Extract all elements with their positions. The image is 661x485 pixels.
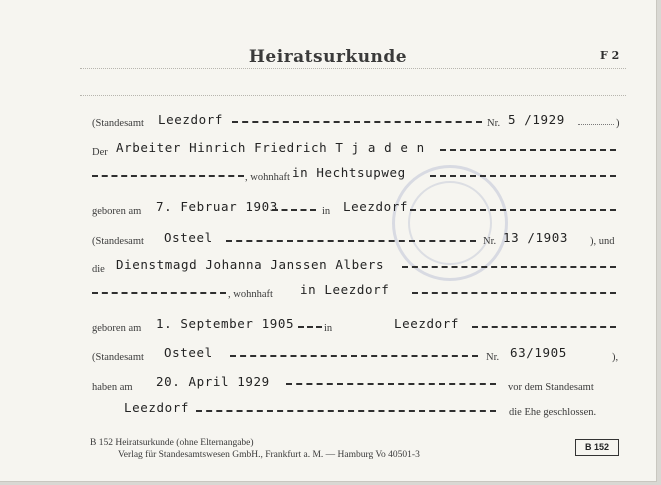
fill-line (412, 292, 616, 294)
haben-label: haben am (92, 382, 133, 393)
ehe-label: die Ehe geschlossen. (509, 407, 597, 418)
form-number: F 2 (600, 49, 620, 62)
fill-line (472, 326, 616, 328)
dotted-line (578, 124, 614, 125)
fill-line (92, 292, 226, 294)
fill-line (272, 209, 316, 211)
nr-label: Nr. (483, 236, 497, 247)
fill-line (440, 149, 616, 151)
groom-birth-place: Leezdorf (343, 199, 409, 214)
paren-close: ) (616, 118, 620, 129)
standesamt-label: (Standesamt (92, 118, 144, 129)
page-title: Heiratsurkunde (248, 47, 408, 67)
bride-birth-date: 1. September 1905 (156, 316, 295, 331)
fill-line (232, 121, 482, 123)
bride-residence: in Leezdorf (300, 282, 390, 297)
groom-name: Arbeiter Hinrich Friedrich T j a d e n (116, 140, 425, 155)
vor-dem-label: vor dem Standesamt (508, 382, 594, 393)
geboren-label: geboren am (92, 206, 142, 217)
fill-line (402, 266, 616, 268)
fill-line (226, 240, 476, 242)
bride-name: Dienstmagd Johanna Janssen Albers (116, 257, 385, 272)
standesamt-label: (Standesamt (92, 236, 144, 247)
bride-birth-place: Leezdorf (394, 316, 460, 331)
official-stamp-inner (408, 181, 492, 265)
fill-line (430, 175, 616, 177)
footer-form-title: B 152 Heiratsurkunde (ohne Elternangabe) (90, 438, 254, 448)
wohnhaft-label: , wohnhaft (228, 289, 273, 300)
form-badge: B 152 (575, 439, 619, 456)
marriage-date: 20. April 1929 (156, 374, 270, 389)
nr-value: 63/1905 (510, 345, 567, 360)
der-label: Der (92, 147, 108, 158)
ruling-line (80, 68, 626, 69)
footer-publisher: Verlag für Standesamtswesen GmbH., Frankfurt a. M. — Hamburg Vo 40501-3 (118, 450, 420, 460)
in-label: in (324, 323, 333, 334)
fill-line (92, 175, 244, 177)
standesamt-label: (Standesamt (92, 352, 144, 363)
wohnhaft-label: , wohnhaft (245, 172, 290, 183)
die-label: die (92, 264, 105, 275)
marriage-place: Leezdorf (124, 400, 190, 415)
paren-close: ), (612, 352, 619, 363)
in-label: in (322, 206, 331, 217)
fill-line (230, 355, 478, 357)
nr-value: 5 /1929 (508, 112, 565, 127)
paren-close: ), und (590, 236, 615, 247)
nr-value: 13 /1903 (503, 230, 569, 245)
standesamt-value: Osteel (164, 230, 213, 245)
geboren-label: geboren am (92, 323, 142, 334)
groom-birth-date: 7. Februar 1903 (156, 199, 278, 214)
standesamt-value: Leezdorf (158, 112, 224, 127)
fill-line (196, 410, 496, 412)
fill-line (410, 209, 616, 211)
groom-residence: in Hechtsupweg (292, 165, 406, 180)
fill-line (286, 383, 496, 385)
nr-label: Nr. (486, 352, 500, 363)
standesamt-value: Osteel (164, 345, 213, 360)
fill-line (298, 326, 322, 328)
ruling-line (80, 95, 626, 96)
nr-label: Nr. (487, 118, 501, 129)
